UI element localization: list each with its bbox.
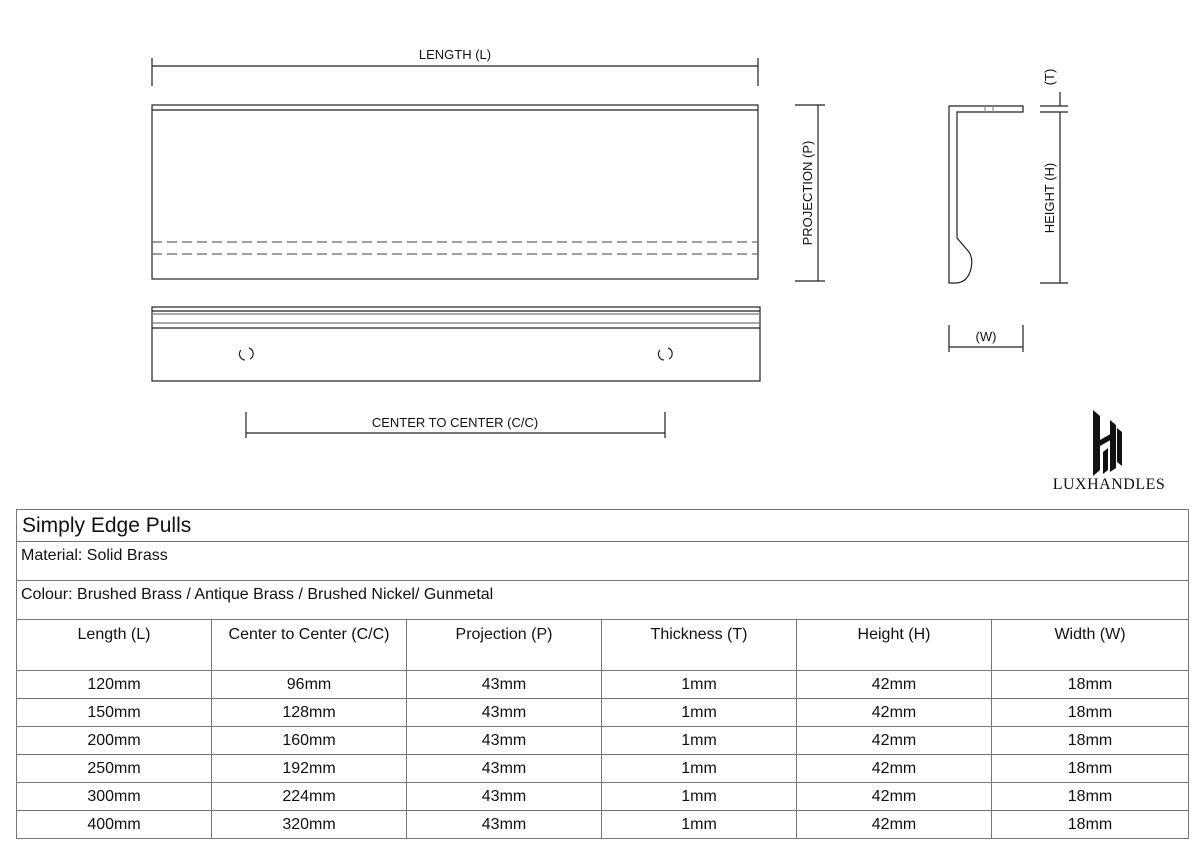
cell-length: 120mm: [17, 671, 212, 699]
center-to-center-label: CENTER TO CENTER (C/C): [371, 415, 539, 430]
thickness-label: (T): [1042, 68, 1057, 86]
cell-projection: 43mm: [407, 783, 602, 811]
spec-table-body: [17, 510, 1189, 839]
cell-width: 18mm: [992, 811, 1189, 839]
cell-center-to-center: 96mm: [212, 671, 407, 699]
header-length: Length (L): [17, 620, 212, 671]
mounting-hole-left: [239, 348, 253, 360]
cell-center-to-center: 320mm: [212, 811, 407, 839]
colour-text: Colour: Brushed Brass / Antique Brass / Brushed Nickel/ Gunmetal: [17, 581, 1189, 620]
material-row: [17, 542, 1189, 581]
cell-height: 42mm: [797, 755, 992, 783]
luxhandles-monogram-icon: [1093, 410, 1122, 476]
width-label: (W): [975, 329, 997, 344]
header-center-to-center: Center to Center (C/C): [212, 620, 407, 671]
bottom-view: [152, 307, 760, 381]
table-row: [17, 699, 1189, 727]
header-thickness: Thickness (T): [602, 620, 797, 671]
front-view: [152, 105, 758, 279]
thickness-dimension: [1040, 92, 1068, 112]
cell-height: 42mm: [797, 727, 992, 755]
header-height: Height (H): [797, 620, 992, 671]
cell-projection: 43mm: [407, 699, 602, 727]
cell-height: 42mm: [797, 671, 992, 699]
cell-length: 300mm: [17, 783, 212, 811]
side-profile-view: [949, 106, 1023, 283]
table-row: [17, 755, 1189, 783]
cell-length: 200mm: [17, 727, 212, 755]
cell-length: 250mm: [17, 755, 212, 783]
cell-projection: 43mm: [407, 727, 602, 755]
table-row: [17, 811, 1189, 839]
product-title: Simply Edge Pulls: [17, 510, 1189, 542]
colour-row: [17, 581, 1189, 620]
cell-thickness: 1mm: [602, 811, 797, 839]
brand-name: LUXHANDLES: [1052, 476, 1166, 493]
title-row: [17, 510, 1189, 542]
table-row: [17, 671, 1189, 699]
cell-height: 42mm: [797, 811, 992, 839]
spec-table: [16, 509, 1189, 839]
cell-projection: 43mm: [407, 755, 602, 783]
height-label: HEIGHT (H): [1042, 162, 1057, 234]
cell-center-to-center: 224mm: [212, 783, 407, 811]
table-row: [17, 783, 1189, 811]
cell-height: 42mm: [797, 699, 992, 727]
cell-center-to-center: 128mm: [212, 699, 407, 727]
cell-thickness: 1mm: [602, 727, 797, 755]
mounting-hole-right: [658, 348, 672, 360]
projection-label: PROJECTION (P): [800, 140, 815, 246]
cell-length: 150mm: [17, 699, 212, 727]
table-row: [17, 727, 1189, 755]
header-row: [17, 620, 1189, 671]
material-text: Material: Solid Brass: [17, 542, 1189, 581]
length-label: LENGTH (L): [418, 47, 492, 62]
header-projection: Projection (P): [407, 620, 602, 671]
cell-center-to-center: 192mm: [212, 755, 407, 783]
cell-thickness: 1mm: [602, 671, 797, 699]
cell-width: 18mm: [992, 755, 1189, 783]
cell-width: 18mm: [992, 699, 1189, 727]
cell-projection: 43mm: [407, 671, 602, 699]
cell-thickness: 1mm: [602, 755, 797, 783]
cell-projection: 43mm: [407, 811, 602, 839]
cell-width: 18mm: [992, 783, 1189, 811]
cell-length: 400mm: [17, 811, 212, 839]
cell-width: 18mm: [992, 727, 1189, 755]
cell-height: 42mm: [797, 783, 992, 811]
cell-thickness: 1mm: [602, 783, 797, 811]
length-dimension: [152, 58, 758, 86]
cell-center-to-center: 160mm: [212, 727, 407, 755]
cell-width: 18mm: [992, 671, 1189, 699]
cell-thickness: 1mm: [602, 699, 797, 727]
header-width: Width (W): [992, 620, 1189, 671]
